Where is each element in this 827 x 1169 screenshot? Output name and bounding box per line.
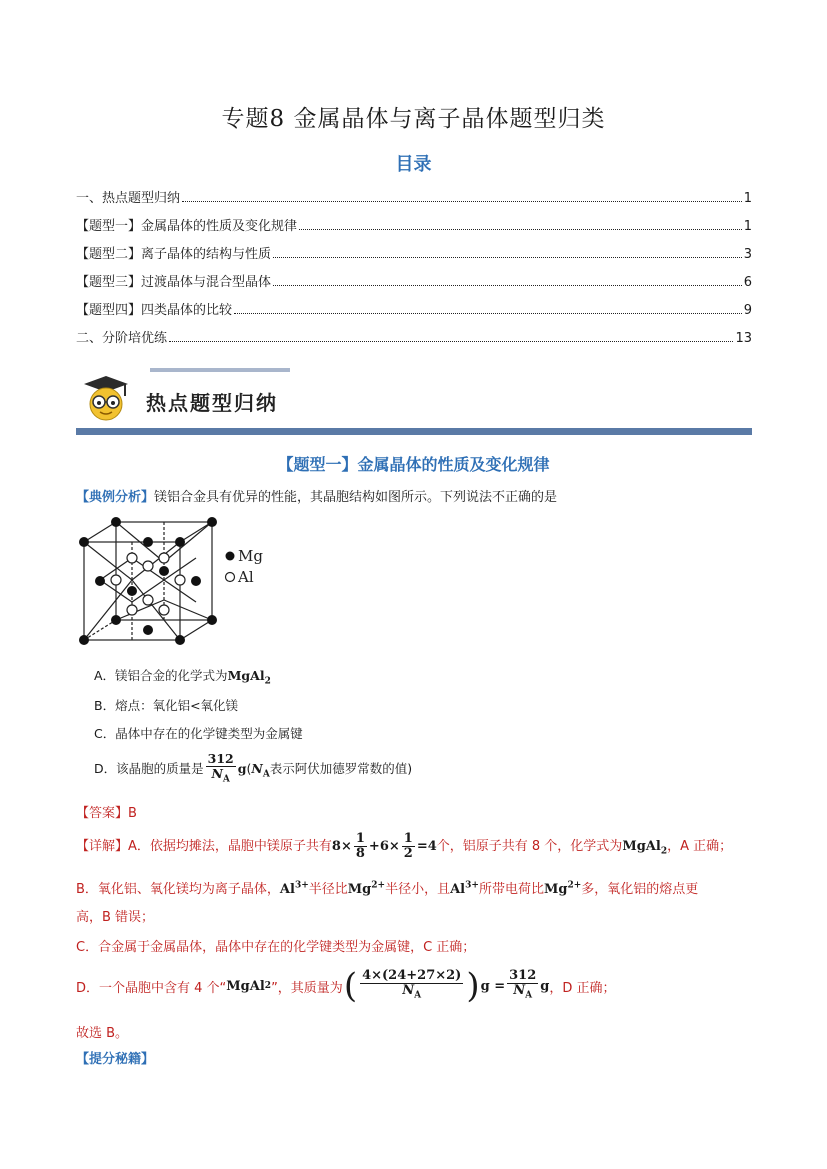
answer-tag: 【答案】 [76, 806, 129, 821]
toc-leader [273, 257, 742, 258]
fraction-denominator: N [211, 766, 223, 781]
toc-entry[interactable] [76, 186, 752, 206]
option-d-unit: g [237, 760, 247, 776]
fraction-numerator: 312 [207, 751, 234, 766]
explain-b-text4: 所带电荷比 [478, 882, 544, 897]
toc-entry-label: 【题型三】过渡晶体与混合型晶体 [76, 275, 272, 290]
legend-al-label: Al [238, 568, 254, 586]
conclusion: 故选 B。 [76, 1026, 129, 1041]
explain-c: C．合金属于金属晶体，晶体中存在的化学键类型为金属键，C 正确； [76, 940, 476, 955]
explain-b-text2: 半径比 [308, 882, 348, 897]
option-d-fraction [206, 752, 236, 787]
explain-b-mg-charge: 2+ [371, 880, 386, 891]
explain-b-mg: Mg [347, 882, 372, 897]
example-text: 镁铝合金具有优异的性能，其晶胞结构如图所示。下列说法不正确的是 [154, 490, 558, 505]
fraction-denominator-sub: A [525, 990, 533, 1001]
example-tag: 【典例分析】 [76, 490, 155, 505]
explain-tag: 【详解】 [76, 839, 129, 854]
explain-a-fraction1 [354, 832, 367, 861]
toc-entry-label: 【题型二】离子晶体的结构与性质 [76, 247, 272, 262]
right-paren-glyph: ) [466, 966, 480, 1006]
toc-entry-page: 13 [735, 331, 752, 346]
left-paren-glyph: ( [343, 966, 358, 1006]
explain-d-text3: ，D 正确； [549, 980, 616, 996]
explain-d-formula: MgAl [226, 978, 265, 994]
document-title: 专题8 金属晶体与离子晶体题型归类 [221, 106, 606, 132]
explain-a [76, 832, 732, 861]
crystal-cell-diagram [76, 514, 276, 654]
fraction-numerator: 312 [509, 968, 537, 984]
option-d[interactable] [94, 752, 412, 787]
answer-line [76, 802, 137, 821]
option-a-formula: MgAl [227, 668, 265, 683]
legend-mg-label: Mg [238, 547, 263, 565]
explain-d-result-fraction [507, 969, 538, 1003]
toc-entry-label: 二、分阶培优练 [76, 331, 168, 346]
explain-b-text1: B．氧化铝、氧化镁均为离子晶体， [76, 882, 280, 897]
toc-entry-label: 【题型四】四类晶体的比较 [76, 303, 233, 318]
banner-title: 热点题型归纳 [146, 391, 278, 415]
banner-divider [76, 428, 752, 435]
toc-leader [299, 229, 742, 230]
scholar-face-icon [80, 372, 132, 422]
explain-d [76, 966, 616, 1006]
explain-a-text2: 个，铝原子共有 8 个，化学式为 [436, 839, 623, 854]
explain-b-mg: Mg [543, 882, 568, 897]
toc-entry-page: 1 [743, 191, 752, 206]
fraction-denominator: N [402, 983, 415, 999]
option-d-suffix: 表示阿伏加德罗常数的值) [269, 760, 413, 776]
option-d-text: D．该晶胞的质量是 [94, 760, 204, 776]
explain-b-al-charge: 3+ [465, 880, 479, 891]
banner-top-line [150, 368, 290, 372]
toc-entry[interactable] [76, 270, 752, 290]
fraction-numerator: 1 [355, 831, 365, 846]
toc-entry-page: 3 [743, 247, 752, 262]
fraction-denominator: 8 [355, 846, 365, 861]
fraction-numerator: 1 [403, 831, 413, 846]
explain-b-text3: 半径小，且 [385, 882, 451, 897]
option-d-na: N [251, 760, 263, 776]
explain-a-math2: +6× [368, 839, 400, 854]
explain-d-unit: g [540, 978, 550, 994]
explain-a-fraction2 [402, 832, 415, 861]
explain-b-al: Al [279, 882, 295, 897]
explain-b [76, 878, 698, 897]
option-b[interactable]: B．熔点：氧化铝<氧化镁 [94, 698, 239, 713]
fraction-denominator: N [513, 983, 526, 999]
toc-entry[interactable] [76, 298, 752, 318]
toc-entry-page: 6 [743, 275, 752, 290]
toc-entry[interactable] [76, 326, 752, 346]
explain-a-formula-sub: 2 [660, 846, 668, 857]
option-d-na-sub: A [262, 769, 270, 780]
explain-a-text3: ，A 正确； [667, 839, 733, 854]
toc-entry[interactable] [76, 214, 752, 234]
fraction-denominator-sub: A [222, 774, 230, 785]
explain-b-line2: 高，B 错误； [76, 910, 155, 925]
fraction-denominator: 2 [403, 846, 413, 861]
option-d-paren: ( [246, 760, 252, 776]
explain-a-math1: 8× [331, 839, 352, 854]
toc-leader [169, 341, 733, 342]
tips-tag: 【提分秘籍】 [76, 1052, 155, 1067]
fraction-numerator: 4×(24+27×2) [362, 968, 462, 984]
explain-d-eq: g = [480, 978, 506, 994]
toc-leader [234, 313, 742, 314]
section-title: 【题型一】金属晶体的性质及变化规律 [277, 455, 550, 474]
toc-entry-page: 9 [743, 303, 752, 318]
explain-d-big-fraction [360, 969, 463, 1003]
option-c[interactable]: C．晶体中存在的化学键类型为金属键 [94, 726, 303, 741]
toc-entry-label: 一、热点题型归纳 [76, 191, 181, 206]
explain-b-al-charge: 3+ [294, 880, 309, 891]
example-line [76, 486, 557, 505]
toc-entry[interactable] [76, 242, 752, 262]
toc-entry-label: 【题型一】金属晶体的性质及变化规律 [76, 219, 298, 234]
explain-b-al: Al [450, 882, 466, 897]
toc-leader [273, 285, 742, 286]
explain-d-text2: ”，其质量为 [271, 980, 343, 996]
explain-d-formula-sub: 2 [264, 981, 272, 991]
legend-al-marker [226, 573, 235, 582]
explain-b-text5: 多，氧化铝的熔点更 [581, 882, 699, 897]
toc-entry-page: 1 [743, 219, 752, 234]
toc-heading: 目录 [395, 154, 432, 175]
toc-leader [182, 201, 742, 202]
explain-d-text1: D．一个晶胞中含有 4 个“ [76, 980, 227, 996]
option-a[interactable] [94, 666, 271, 687]
option-a-formula-sub: 2 [264, 676, 271, 687]
explain-a-math3: =4 [416, 839, 437, 854]
explain-a-text1: A．依据均摊法，晶胞中镁原子共有 [128, 839, 332, 854]
fraction-denominator-sub: A [414, 990, 422, 1001]
option-a-text: A．镁铝合金的化学式为 [94, 668, 228, 683]
legend-mg-marker [226, 552, 235, 561]
explain-a-formula: MgAl [622, 839, 661, 854]
explain-b-mg-charge: 2+ [567, 880, 582, 891]
answer-value: B [128, 806, 137, 821]
